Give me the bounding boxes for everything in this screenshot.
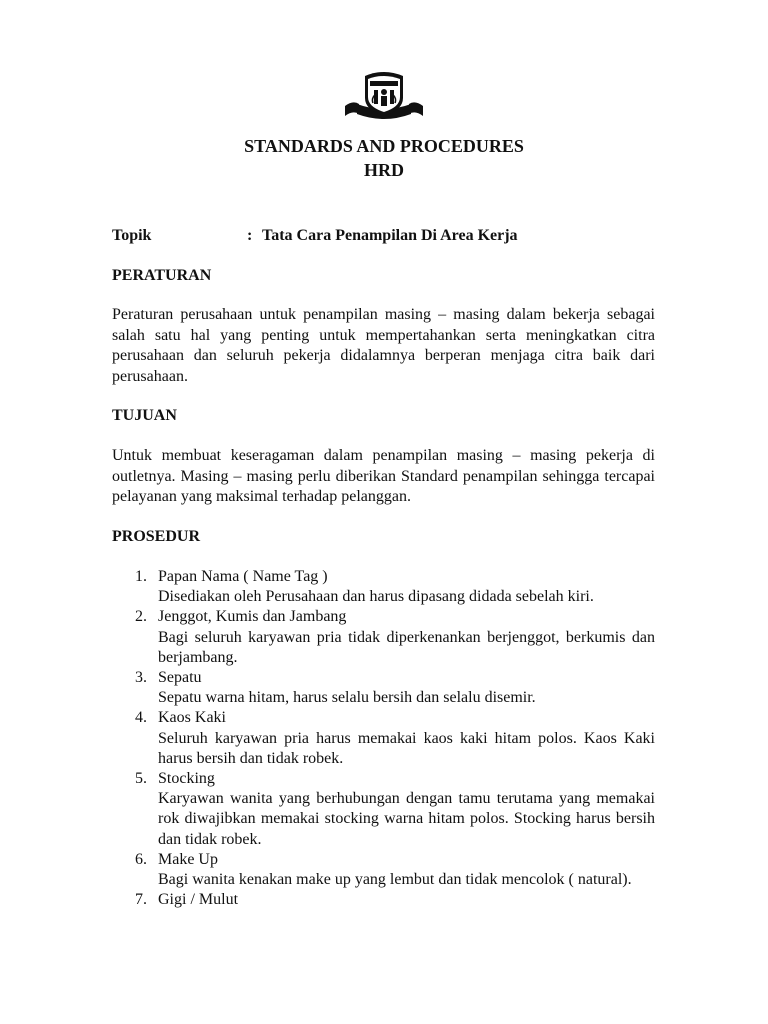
section-heading-tujuan: TUJUAN [112, 407, 177, 424]
list-item [112, 890, 655, 910]
topic-value: Tata Cara Penampilan Di Area Kerja [262, 227, 518, 244]
list-item-title: Sepatu [158, 669, 202, 687]
list-item-number: 7. [135, 891, 147, 909]
list-item-description: Bagi seluruh karyawan pria tidak diperkenankan berjenggot, berkumis dan berjambang. [158, 628, 655, 666]
list-item-number: 4. [135, 709, 147, 727]
procedure-list [112, 567, 655, 910]
list-item [112, 708, 655, 769]
topic-label: Topik [112, 227, 152, 244]
section-heading-prosedur: PROSEDUR [112, 528, 201, 545]
list-item-title: Make Up [158, 850, 218, 868]
list-item-description: Bagi wanita kenakan make up yang lembut dan tidak mencolok ( natural). [158, 871, 632, 889]
list-item [112, 668, 655, 708]
document-title: STANDARDS AND PROCEDURES [244, 136, 524, 156]
logo-emblem-icon [343, 70, 425, 120]
topic-separator: : [247, 227, 253, 244]
list-item [112, 607, 655, 668]
list-item-description: Seluruh karyawan pria harus memakai kaos kaki hitam polos. Kaos Kaki harus bersih dan tidak robek. [158, 729, 655, 767]
list-item-number: 6. [135, 850, 147, 868]
list-item-number: 1. [135, 568, 147, 585]
list-item-title: Kaos Kaki [158, 709, 226, 727]
list-item [112, 769, 655, 850]
document-subtitle: HRD [364, 160, 404, 180]
list-item-number: 2. [135, 608, 147, 626]
list-item [112, 567, 655, 607]
list-item-title: Gigi / Mulut [158, 891, 239, 909]
list-item-title: Jenggot, Kumis dan Jambang [158, 608, 347, 626]
list-item-number: 3. [135, 669, 147, 687]
section-text-tujuan: Untuk membuat keseragaman dalam penampilan masing – masing pekerja di outletnya. Masing – masing perlu diberikan Standard penampilan sehingga tercapai pelayanan yang maksimal terhadap pelanggan. [112, 447, 655, 505]
section-heading-peraturan: PERATURAN [112, 267, 212, 284]
list-item-title: Stocking [158, 770, 215, 788]
list-item-number: 5. [135, 770, 147, 788]
list-item-title: Papan Nama ( Name Tag ) [158, 568, 328, 585]
list-item-description: Disediakan oleh Perusahaan dan harus dipasang didada sebelah kiri. [158, 588, 594, 606]
company-logo [343, 70, 425, 120]
section-text-peraturan: Peraturan perusahaan untuk penampilan masing – masing dalam bekerja sebagai salah satu hal yang penting untuk mempertahankan serta meningkatkan citra perusahaan dan seluruh pekerja didalamnya berperan menjaga citra baik dari perusahaan. [112, 306, 655, 385]
list-item-description: Sepatu warna hitam, harus selalu bersih dan selalu disemir. [158, 689, 536, 707]
list-item-description: Karyawan wanita yang berhubungan dengan tamu terutama yang memakai rok diwajibkan memakai stocking warna hitam polos. Stocking harus bersih dan tidak robek. [158, 790, 655, 848]
list-item [112, 850, 655, 890]
